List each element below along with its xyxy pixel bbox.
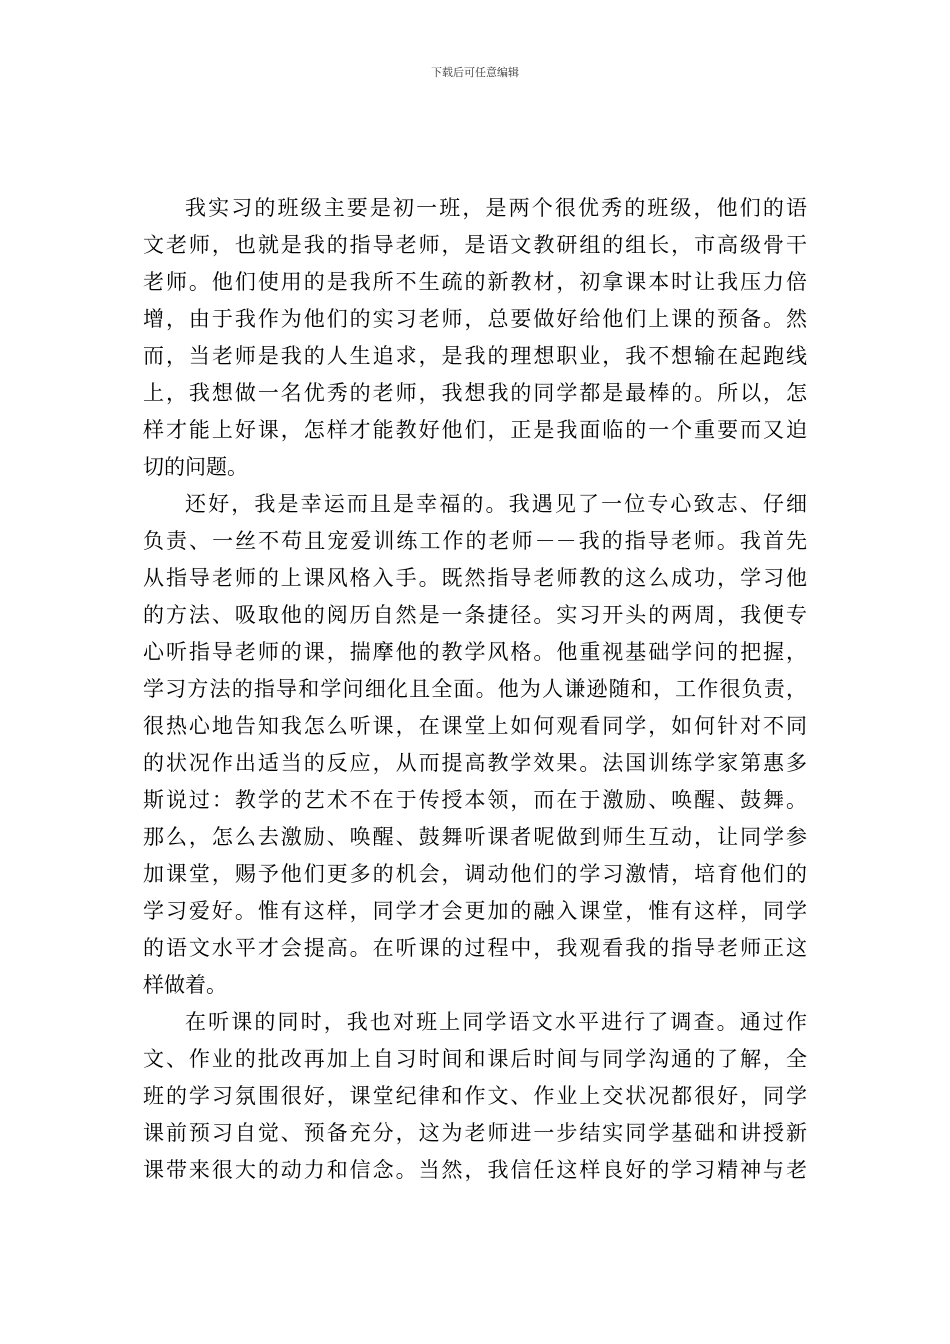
text-line: 负责、一丝不苟且宠爱训练工作的老师－－我的指导老师。我首先 — [143, 529, 807, 553]
text-line: 心听指导老师的课，揣摩他的教学风格。他重视基础学问的把握， — [143, 640, 807, 664]
paragraph-2 — [143, 486, 807, 1004]
text-line: 班的学习氛围很好，课堂纪律和作文、作业上交状况都很好，同学 — [143, 1084, 807, 1108]
text-line: 的状况作出适当的反应，从而提高教学效果。法国训练学家第惠多 — [143, 751, 807, 775]
page-header-note: 下载后可任意编辑 — [431, 66, 519, 79]
text-line: 上，我想做一名优秀的老师，我想我的同学都是最棒的。所以，怎 — [143, 381, 807, 405]
text-line: 学习方法的指导和学问细化且全面。他为人谦逊随和，工作很负责， — [143, 677, 807, 701]
text-line: 老师。他们使用的是我所不生疏的新教材，初拿课本时让我压力倍 — [143, 270, 807, 294]
text-line: 课带来很大的动力和信念。当然，我信任这样良好的学习精神与老 — [143, 1158, 807, 1182]
document-body — [143, 190, 807, 1189]
text-line: 在听课的同时，我也对班上同学语文水平进行了调查。通过作 — [185, 1010, 807, 1034]
text-line: 文老师，也就是我的指导老师，是语文教研组的组长，市高级骨干 — [143, 233, 807, 257]
text-line: 我实习的班级主要是初一班，是两个很优秀的班级，他们的语 — [185, 196, 807, 220]
text-line: 文、作业的批改再加上自习时间和课后时间与同学沟通的了解，全 — [143, 1047, 807, 1071]
text-line: 的语文水平才会提高。在听课的过程中，我观看我的指导老师正这 — [143, 936, 807, 960]
text-line: 很热心地告知我怎么听课，在课堂上如何观看同学，如何针对不同 — [143, 714, 807, 738]
text-line: 样才能上好课，怎样才能教好他们，正是我面临的一个重要而又迫 — [143, 418, 807, 442]
text-line: 样做着。 — [143, 973, 227, 997]
text-line: 增，由于我作为他们的实习老师，总要做好给他们上课的预备。然 — [143, 307, 807, 331]
text-line: 切的问题。 — [143, 455, 248, 479]
text-line: 从指导老师的上课风格入手。既然指导老师教的这么成功，学习他 — [143, 566, 807, 590]
paragraph-1 — [143, 190, 807, 486]
text-line: 课前预习自觉、预备充分，这为老师进一步结实同学基础和讲授新 — [143, 1121, 807, 1145]
text-line: 斯说过：教学的艺术不在于传授本领，而在于激励、唤醒、鼓舞。 — [143, 788, 807, 812]
text-line: 那么，怎么去激励、唤醒、鼓舞听课者呢做到师生互动，让同学参 — [143, 825, 807, 849]
text-line: 还好，我是幸运而且是幸福的。我遇见了一位专心致志、仔细 — [185, 492, 807, 516]
text-line: 加课堂，赐予他们更多的机会，调动他们的学习激情，培育他们的 — [143, 862, 807, 886]
text-line: 的方法、吸取他的阅历自然是一条捷径。实习开头的两周，我便专 — [143, 603, 807, 627]
text-line: 学习爱好。惟有这样，同学才会更加的融入课堂，惟有这样，同学 — [143, 899, 807, 923]
text-line: 而，当老师是我的人生追求，是我的理想职业，我不想输在起跑线 — [143, 344, 807, 368]
paragraph-3 — [143, 1004, 807, 1189]
